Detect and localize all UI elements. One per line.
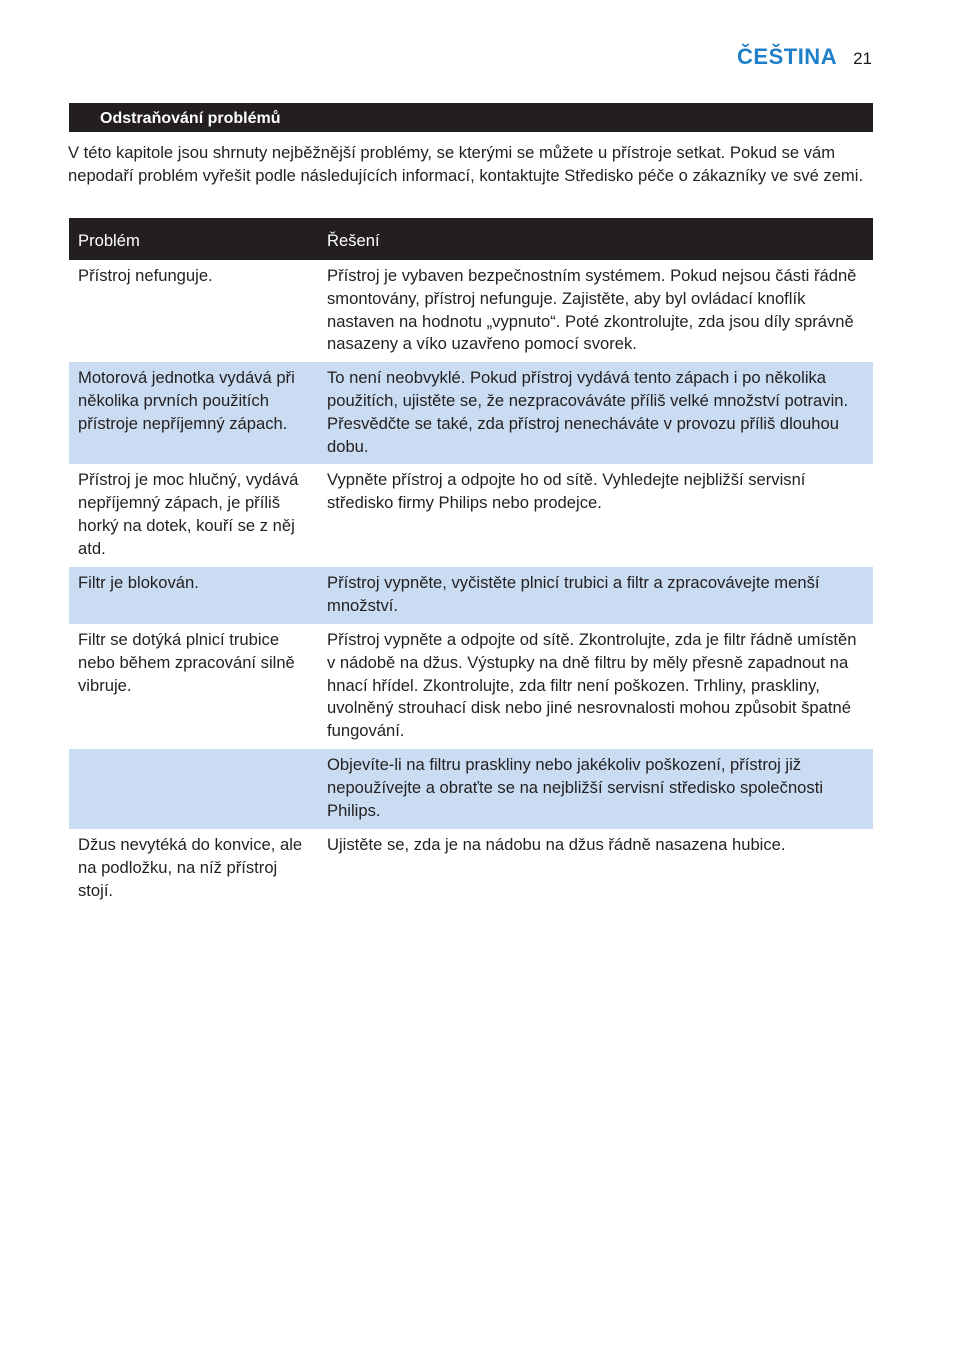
column-header-solution: Řešení	[318, 218, 873, 260]
problem-cell	[69, 749, 318, 829]
table-row	[69, 464, 873, 567]
solution-cell: To není neobvyklé. Pokud přístroj vydává tento zápach i po několika použitích, ujistěte se, že nezpracováváte příliš velké množství potravin. Přesvědčte se také, zda přístroj nenecháváte v provozu příliš dlouhou dobu.	[318, 362, 873, 464]
table-header-row	[69, 218, 873, 260]
solution-cell: Ujistěte se, zda je na nádobu na džus řádně nasazena hubice.	[327, 834, 786, 854]
problem-cell: Přístroj je moc hlučný, vydává nepříjemný zápach, je příliš horký na dotek, kouří se z něj atd.	[78, 470, 299, 558]
problem-cell: Motorová jednotka vydává při několika prvních použitích přístroje nepříjemný zápach.	[69, 362, 318, 464]
table-row	[69, 624, 873, 749]
table-row	[69, 829, 873, 909]
solution-cell: Objevíte-li na filtru praskliny nebo jakékoliv poškození, přístroj již nepoužívejte a obraťte se na nejbližší servisní středisko společnosti Philips.	[318, 749, 873, 829]
table-row	[69, 749, 873, 829]
language-label: ČEŠTINA	[737, 44, 838, 69]
table-row	[69, 362, 873, 464]
problem-cell: Filtr je blokován.	[69, 567, 318, 624]
solution-cell: Přístroj je vybaven bezpečnostním systémem. Pokud nejsou části řádně smontovány, přístroj nefunguje. Zajistěte, aby byl ovládací knoflík nastaven na hodnotu „vypnuto“. Poté zkontrolujte, zda jsou díly správně nasazeny a víko uzavřeno pomocí svorek.	[327, 266, 857, 354]
section-title: Odstraňování problémů	[69, 103, 873, 132]
problem-cell: Filtr se dotýká plnicí trubice nebo během zpracování silně vibruje.	[78, 629, 295, 695]
table-row	[69, 567, 873, 624]
table-row	[69, 260, 873, 362]
page-header	[737, 44, 872, 70]
intro-paragraph: V této kapitole jsou shrnuty nejběžnější problémy, se kterými se můžete u přístroje setkat. Pokud se vám nepodaří problém vyřešit podle následujících informací, kontaktujte Středisko péče o zákazníky ve své zemi.	[68, 143, 864, 185]
solution-cell: Vypněte přístroj a odpojte ho od sítě. Vyhledejte nejbližší servisní středisko firmy Philips nebo prodejce.	[327, 470, 806, 513]
solution-cell: Přístroj vypněte, vyčistěte plnicí trubici a filtr a zpracovávejte menší množství.	[318, 567, 873, 624]
problem-cell: Džus nevytéká do konvice, ale na podložku, na níž přístroj stojí.	[78, 834, 303, 900]
solution-cell: Přístroj vypněte a odpojte od sítě. Zkontrolujte, zda je filtr řádně umístěn v nádobě na džus. Výstupky na dně filtru by měly přesně zapadnout na hnací hřídel. Zkontrolujte, zda filtr není poškozen. Trhliny, praskliny, uvolněný strouhací disk nebo jiné nesrovnalosti mohou způsobit špatné fungování.	[327, 629, 857, 741]
troubleshooting-table	[69, 218, 873, 909]
page-number: 21	[853, 49, 872, 68]
column-header-problem: Problém	[69, 218, 318, 260]
problem-cell: Přístroj nefunguje.	[78, 266, 213, 285]
